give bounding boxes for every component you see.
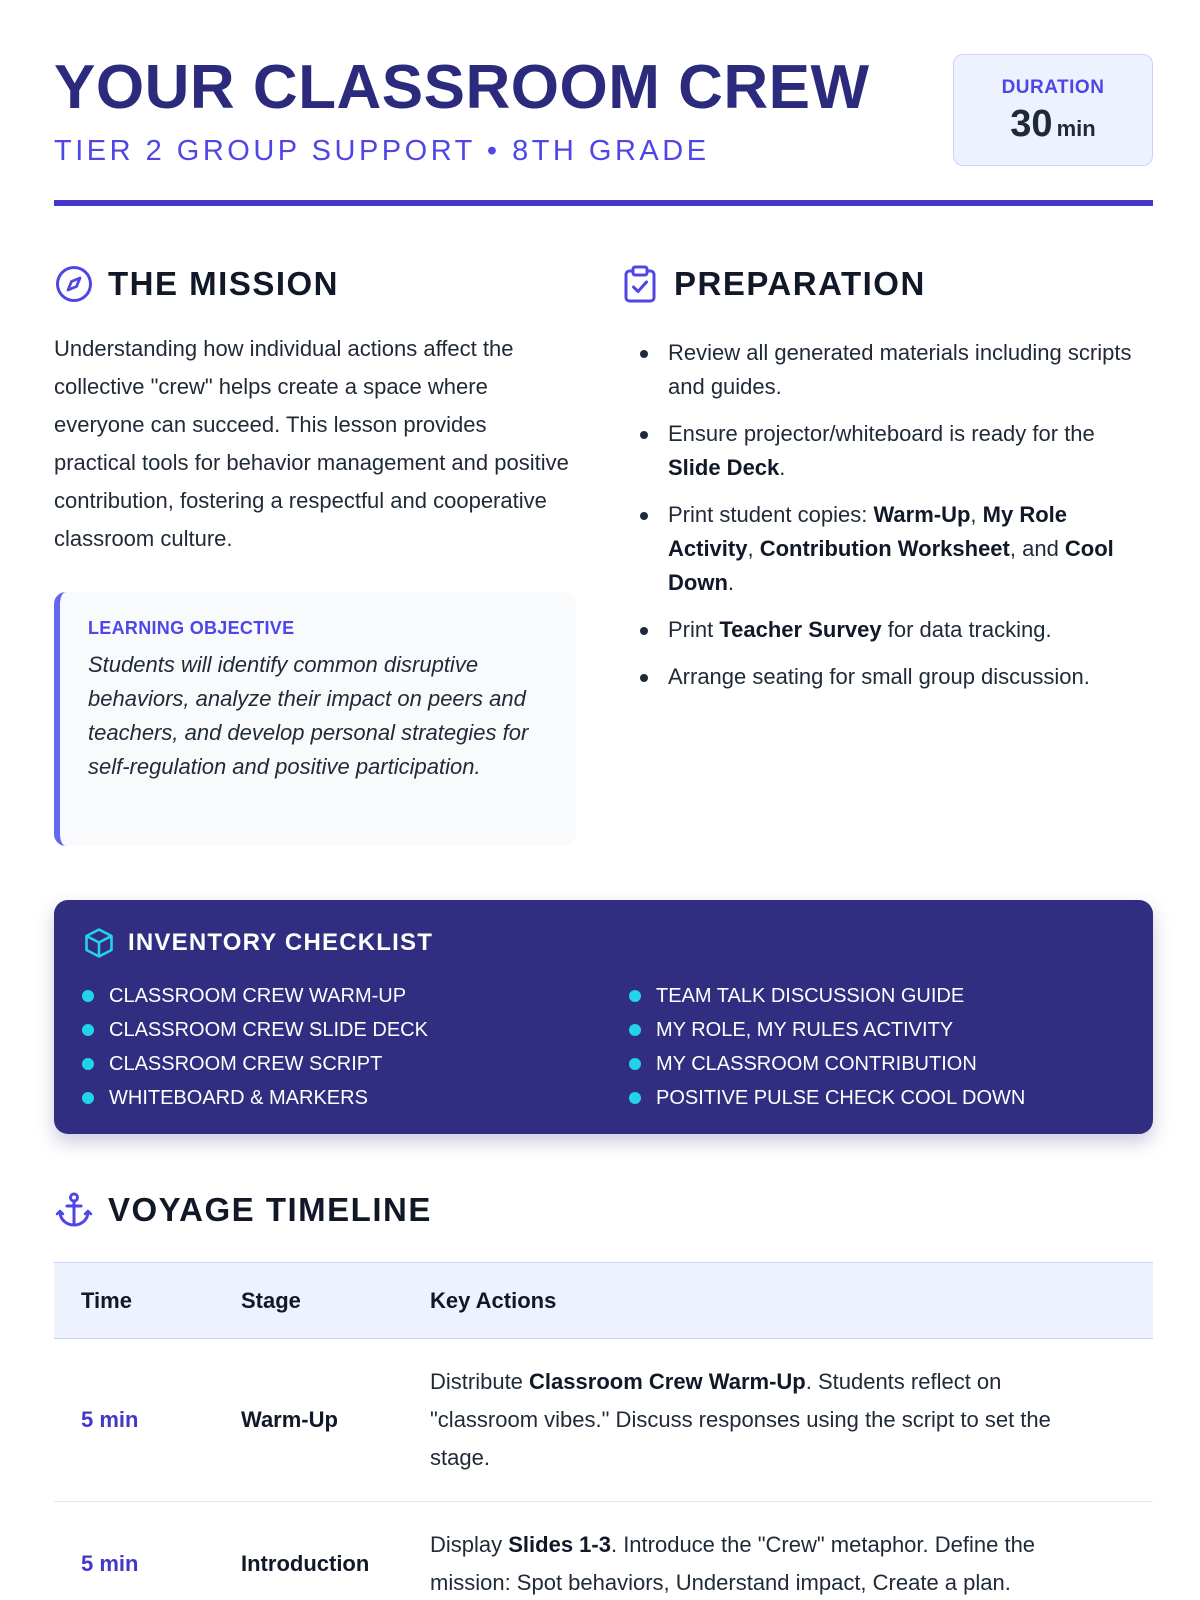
text-segment: Display — [430, 1532, 509, 1557]
text-segment: , and — [1009, 536, 1065, 561]
text-segment: Ensure projector/whiteboard is ready for the — [668, 421, 1095, 446]
text-segment: Review all generated materials including scripts and guides. — [668, 340, 1132, 399]
inventory-item: WHITEBOARD & MARKERS — [82, 1081, 428, 1115]
text-segment: Arrange seating for small group discussion. — [668, 664, 1090, 689]
duration-unit: min — [1056, 116, 1096, 141]
text-segment: . — [779, 455, 786, 480]
inventory-item: POSITIVE PULSE CHECK COOL DOWN — [629, 1081, 1025, 1115]
text-segment: Print student copies: — [668, 502, 874, 527]
preparation-item — [638, 660, 1153, 694]
preparation-item — [638, 498, 1153, 600]
inventory-item: CLASSROOM CREW WARM-UP — [82, 979, 428, 1013]
bold-text: Contribution Worksheet — [759, 536, 1010, 561]
text-segment: Distribute — [430, 1369, 530, 1394]
mission-heading-label: THE MISSION — [108, 265, 340, 302]
table-row — [54, 1339, 1153, 1502]
text-segment: . Students reflect on "classroom vibes." Discuss responses using the script to set the stage. — [430, 1369, 1051, 1470]
inventory-checklist — [54, 900, 1153, 1134]
preparation-item — [638, 613, 1153, 647]
text-segment: , — [970, 502, 983, 527]
table-row — [54, 1502, 1153, 1600]
text-segment: . — [727, 570, 735, 595]
page-title: YOUR CLASSROOM CREW — [54, 53, 870, 122]
timeline-heading-label: VOYAGE TIMELINE — [108, 1191, 432, 1228]
inventory-item: CLASSROOM CREW SLIDE DECK — [82, 1013, 428, 1047]
row-time: 5 min — [54, 1339, 214, 1502]
timeline-table — [54, 1262, 1153, 1600]
preparation-heading — [620, 264, 926, 304]
column-header-actions: Key Actions — [403, 1263, 1153, 1339]
learning-objective-callout — [54, 592, 576, 846]
duration-label: DURATION — [1001, 77, 1105, 98]
inventory-item: MY ROLE, MY RULES ACTIVITY — [629, 1013, 1025, 1047]
text-segment: , — [747, 536, 760, 561]
timeline-header-row — [54, 1263, 1153, 1339]
bold-text: Slide Deck — [668, 455, 780, 480]
timeline-heading — [54, 1190, 432, 1230]
inventory-item: MY CLASSROOM CONTRIBUTION — [629, 1047, 1025, 1081]
duration-badge — [953, 54, 1153, 166]
mission-heading — [54, 264, 339, 304]
page-header — [54, 53, 1153, 206]
inventory-column-left — [82, 979, 428, 1115]
column-header-time: Time — [54, 1263, 214, 1339]
text-segment: for data tracking. — [881, 617, 1052, 642]
inventory-heading — [82, 926, 433, 960]
row-actions — [403, 1502, 1153, 1600]
bold-text: Teacher Survey — [719, 617, 882, 642]
bold-text: Warm-Up — [873, 502, 971, 527]
row-stage: Introduction — [214, 1502, 403, 1600]
duration-value — [954, 103, 1152, 153]
mission-text: Understanding how individual actions affect the collective "crew" helps create a space where everyone can succeed. This lesson provides practical tools for behavior management and positive contribution, fostering a respectful and cooperative classroom culture. — [54, 336, 569, 551]
objective-text: Students will identify common disruptive behaviors, analyze their impact on peers and teachers, and develop personal strategies for self-regulation and positive participation. — [88, 652, 529, 779]
preparation-item — [638, 336, 1153, 404]
text-segment: . Introduce the "Crew" metaphor. Define the mission: Spot behaviors, Understand impact, Create a plan. — [430, 1532, 1036, 1595]
preparation-item — [638, 417, 1153, 485]
objective-label: LEARNING OBJECTIVE — [88, 618, 295, 638]
row-stage: Warm-Up — [214, 1339, 403, 1502]
compass-icon — [54, 264, 94, 304]
bold-text: Cool Down — [668, 536, 1114, 595]
preparation-list — [638, 336, 1153, 707]
row-time: 5 min — [54, 1502, 214, 1600]
bold-text: My Role Activity — [668, 502, 1068, 561]
inventory-item: CLASSROOM CREW SCRIPT — [82, 1047, 428, 1081]
anchor-icon — [54, 1190, 94, 1230]
preparation-heading-label: PREPARATION — [674, 265, 926, 302]
row-actions — [403, 1339, 1153, 1502]
inventory-item: TEAM TALK DISCUSSION GUIDE — [629, 979, 1025, 1013]
page-subtitle: TIER 2 GROUP SUPPORT • 8TH GRADE — [54, 135, 710, 167]
clipboard-check-icon — [620, 264, 660, 304]
header-divider — [54, 200, 1153, 206]
bold-text: Classroom Crew Warm-Up — [529, 1369, 806, 1394]
duration-number: 30 — [1010, 103, 1053, 145]
text-segment: Print — [668, 617, 720, 642]
inventory-column-right — [629, 979, 1025, 1115]
bold-text: Slides 1-3 — [508, 1532, 611, 1557]
inventory-heading-label: INVENTORY CHECKLIST — [128, 929, 434, 956]
column-header-stage: Stage — [214, 1263, 403, 1339]
box-icon — [82, 926, 116, 960]
